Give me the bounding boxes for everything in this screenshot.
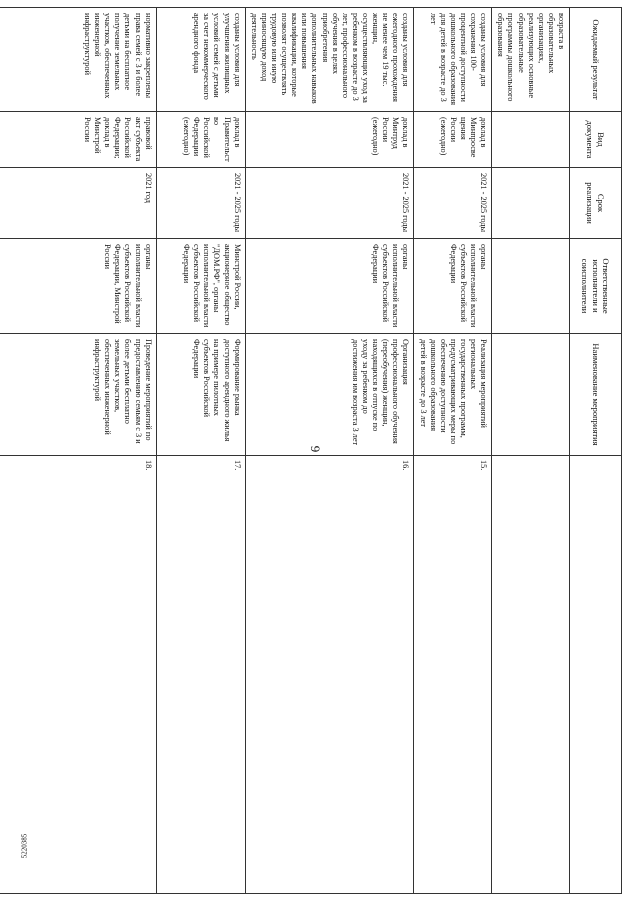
cell-responsible: органы исполнительной власти субъектов Российской Федерации — [245, 239, 414, 334]
cell-responsible: органы исполнительной власти субъектов Российской Федерации — [414, 239, 492, 334]
cell-document-type — [492, 112, 570, 168]
cell-measure-name: Проведение мероприятий по предоставлению семьям с 3 и более детьми бесплатно земельных участков, обеспеченных инженерной инфраструктурой — [0, 334, 156, 456]
cell-result: созданы условия для ежегодного прохождения не менее чем 19 тыс. женщин, осуществляющих уход за ребенком в возрасте до 3 лет, профессионального обучения в целях приобретения дополнительных навыков или повышения квалификации, которые позволят осуществлять трудовую или иную приносящую доход деятельность — [245, 8, 414, 112]
cell-number: 18. — [0, 456, 156, 894]
header-responsible: Ответственные исполнители и соисполнители — [570, 239, 622, 334]
cell-responsible: Минстрой России, акционерное общество "ДОМ.РФ", органы исполнительной власти субъектов Российской Федерации — [156, 239, 245, 334]
page-number: 6 — [307, 445, 323, 453]
table-row — [156, 8, 245, 894]
cell-responsible — [492, 239, 570, 334]
cell-result: созданы условия для улучшения жилищных условий семей с детьми за счет некоммерческого арендного фонда — [156, 8, 245, 112]
cell-term: 2021 - 2025 годы — [245, 168, 414, 239]
header-number — [570, 456, 622, 894]
cell-measure-name: Реализация мероприятий региональных государственных программ, предусматривающих меры по обеспечению доступности дошкольного образования детей в возрасте до 3 лет — [414, 334, 492, 456]
cell-measure-name: Формирование рынка доступного арендного жилья на примере пилотных субъектов Российской Федерации — [156, 334, 245, 456]
cell-result: созданы условия для сохранения 100-процентной доступности дошкольного образования для детей в возрасте до 3 лет — [414, 8, 492, 112]
cell-document-type: доклад в Правительство Российской Федерации (ежегодно) — [156, 112, 245, 168]
table-row — [414, 8, 492, 894]
cell-measure-name — [492, 334, 570, 456]
table-row — [245, 8, 414, 894]
cell-result: возраста в образовательных организациях, реализующих основные образовательные программы дошкольного образования — [492, 8, 570, 112]
table-row — [0, 8, 156, 894]
cell-term: 2021 - 2025 годы — [156, 168, 245, 239]
header-result: Ожидаемый результат — [570, 8, 622, 112]
document-code: 5220385 — [20, 833, 29, 859]
measures-table-container — [83, 7, 622, 893]
table-header-row — [570, 8, 622, 894]
header-document-type: Вид документа — [570, 112, 622, 168]
cell-document-type: доклад в Минтруд России (ежегодно) — [245, 112, 414, 168]
cell-number: 17. — [156, 456, 245, 894]
cell-term — [492, 168, 570, 239]
cell-term: 2021 год — [0, 168, 156, 239]
header-term: Срок реализации — [570, 168, 622, 239]
table-row — [492, 8, 570, 894]
cell-responsible: органы исполнительной власти субъектов Российской Федерации, Минстрой России — [0, 239, 156, 334]
cell-term: 2021 - 2025 годы — [414, 168, 492, 239]
header-measure-name: Наименование мероприятия — [570, 334, 622, 456]
cell-number — [492, 456, 570, 894]
measures-table — [0, 7, 622, 894]
measures-table-rotated — [83, 7, 622, 893]
cell-measure-name: Организация профессионального обучения (переобучения) женщин, находящихся в отпуске по уходу за ребенком до достижения им возраста 3 лет — [245, 334, 414, 456]
cell-number: 16. — [245, 456, 414, 894]
cell-document-type: правовой акт субъекта Российской Федерации; доклад в Минстрой России — [0, 112, 156, 168]
cell-result: нормативно закреплены права семей с 3 и более детьми на бесплатное получение земельных участков, обеспеченных инженерной инфраструктурой — [0, 8, 156, 112]
cell-document-type: доклад в Минпросвещения России (ежегодно) — [414, 112, 492, 168]
cell-number: 15. — [414, 456, 492, 894]
